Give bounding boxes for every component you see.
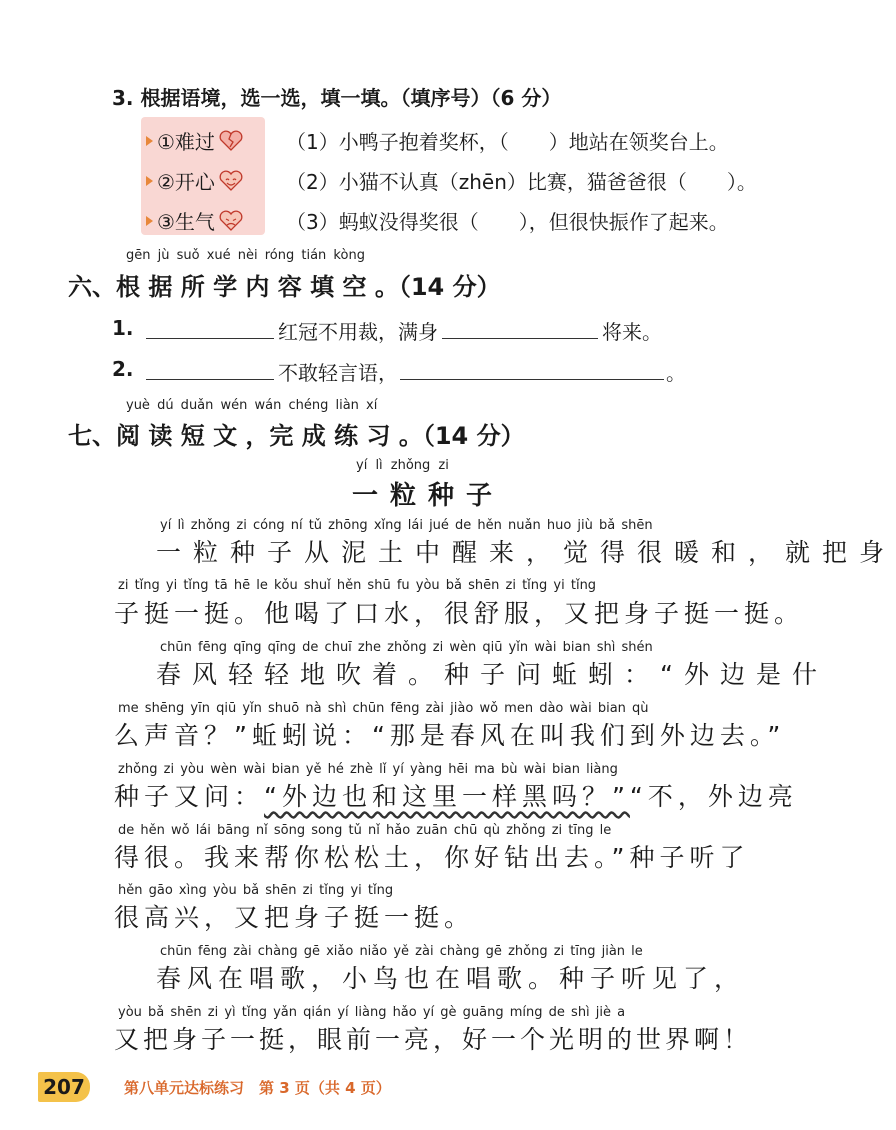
happy-heart-icon bbox=[218, 170, 244, 192]
item-1-number: 1. bbox=[112, 316, 134, 340]
answer-blank[interactable] bbox=[146, 338, 274, 339]
story-title: 一粒种子 bbox=[352, 481, 505, 511]
choice-label: ①难过 bbox=[157, 130, 215, 154]
story-line-3-pinyin: chūn fēng qīng qīng de chuī zhe zhǒng zi wèn qiū yǐn wài bian shì shén bbox=[160, 640, 653, 655]
story-line-8: 春风在唱歌，小鸟也在唱歌。种子听见了， bbox=[156, 964, 746, 993]
item-1-end: 将来。 bbox=[602, 320, 662, 344]
angry-heart-icon bbox=[218, 210, 244, 232]
choice-label: ②开心 bbox=[157, 170, 215, 194]
item-1-text: 红冠不用裁，满身 bbox=[278, 320, 438, 344]
section-6-heading: 六、根 据 所 学 内 容 填 空 。（14 分） bbox=[68, 273, 501, 301]
story-line-2: 子挺一挺。他喝了口水，很舒服，又把身子挺一挺。 bbox=[114, 599, 805, 628]
item-2-end: 。 bbox=[666, 361, 686, 385]
story-line-4: 么声音？”蚯蚓说：“那是春风在叫我们到外边去。” bbox=[114, 721, 786, 750]
choice-angry bbox=[146, 206, 244, 235]
story-line-5 bbox=[114, 777, 798, 813]
story-line-4-pinyin: me shēng yīn qiū yǐn shuō nà shì chūn fēng zài jiào wǒ men dào wài bian qù bbox=[118, 701, 649, 716]
item-2-text: 不敢轻言语， bbox=[278, 361, 398, 385]
sentence-1: （1）小鸭子抱着奖杯，（ ）地站在领奖台上。 bbox=[286, 130, 729, 154]
answer-blank[interactable] bbox=[146, 379, 274, 380]
sentence-3: （3）蚂蚁没得奖很（ ），但很快振作了起来。 bbox=[286, 210, 729, 234]
answer-blank[interactable] bbox=[400, 379, 664, 380]
story-line-6-pinyin: de hěn wǒ lái bāng nǐ sōng song tǔ nǐ hǎo zuān chū qù zhǒng zi tīng le bbox=[118, 823, 612, 838]
story-line-5-part-c: “不，外边亮 bbox=[629, 782, 798, 811]
story-line-9: 又把身子一挺，眼前一亮，好一个光明的世界啊！ bbox=[114, 1025, 753, 1054]
story-line-8-pinyin: chūn fēng zài chàng gē xiǎo niǎo yě zài chàng gē zhǒng zi tīng jiàn le bbox=[160, 944, 643, 959]
underlined-question: “外边也和这里一样黑吗？” bbox=[264, 782, 630, 811]
story-line-3: 春风轻轻地吹着。种子问蚯蚓：“外边是什 bbox=[156, 660, 828, 689]
section-7-heading: 七、阅 读 短 文 ，完 成 练 习 。（14 分） bbox=[68, 422, 525, 450]
broken-heart-icon bbox=[218, 130, 244, 152]
story-line-6: 得很。我来帮你松松土，你好钻出去。”种子听了 bbox=[114, 843, 750, 872]
choice-label: ③生气 bbox=[157, 210, 215, 234]
bullet-icon bbox=[146, 176, 153, 186]
footer-text: 第八单元达标练习 第 3 页（共 4 页） bbox=[124, 1079, 391, 1097]
sentence-2: （2）小猫不认真（zhēn）比赛，猫爸爸很（ ）。 bbox=[286, 170, 757, 194]
choice-sad bbox=[146, 126, 244, 155]
choice-happy bbox=[146, 166, 244, 195]
story-line-2-pinyin: zi tǐng yi tǐng tā hē le kǒu shuǐ hěn shū fu yòu bǎ shēn zi tǐng yi tǐng bbox=[118, 578, 597, 593]
question-3-title: 3. 根据语境，选一选，填一填。（填序号）（6 分） bbox=[112, 86, 562, 110]
item-2-number: 2. bbox=[112, 357, 134, 381]
story-line-5-part-a: 种子又问： bbox=[114, 782, 265, 811]
page-number-badge: 207 bbox=[38, 1072, 90, 1102]
bullet-icon bbox=[146, 216, 153, 226]
story-line-5-pinyin: zhǒng zi yòu wèn wài bian yě hé zhè lǐ yí yàng hēi ma bù wài bian liàng bbox=[118, 762, 618, 777]
story-line-7: 很高兴，又把身子挺一挺。 bbox=[114, 903, 475, 932]
answer-blank[interactable] bbox=[442, 338, 598, 339]
story-line-1-pinyin: yí lì zhǒng zi cóng ní tǔ zhōng xǐng lái jué de hěn nuǎn huo jiù bǎ shēn bbox=[160, 518, 653, 533]
story-line-1: 一粒种子从泥土中醒来，觉得很暖和，就把身 bbox=[156, 538, 896, 567]
story-line-9-pinyin: yòu bǎ shēn zi yì tǐng yǎn qián yí liàng hǎo yí gè guāng míng de shì jiè a bbox=[118, 1005, 626, 1020]
bullet-icon bbox=[146, 136, 153, 146]
story-line-7-pinyin: hěn gāo xìng yòu bǎ shēn zi tǐng yi tǐng bbox=[118, 883, 394, 898]
section-7-pinyin: yuè dú duǎn wén wán chéng liàn xí bbox=[126, 398, 378, 413]
story-title-pinyin: yí lì zhǒng zi bbox=[356, 458, 449, 473]
section-6-pinyin: gēn jù suǒ xué nèi róng tián kòng bbox=[126, 248, 365, 263]
